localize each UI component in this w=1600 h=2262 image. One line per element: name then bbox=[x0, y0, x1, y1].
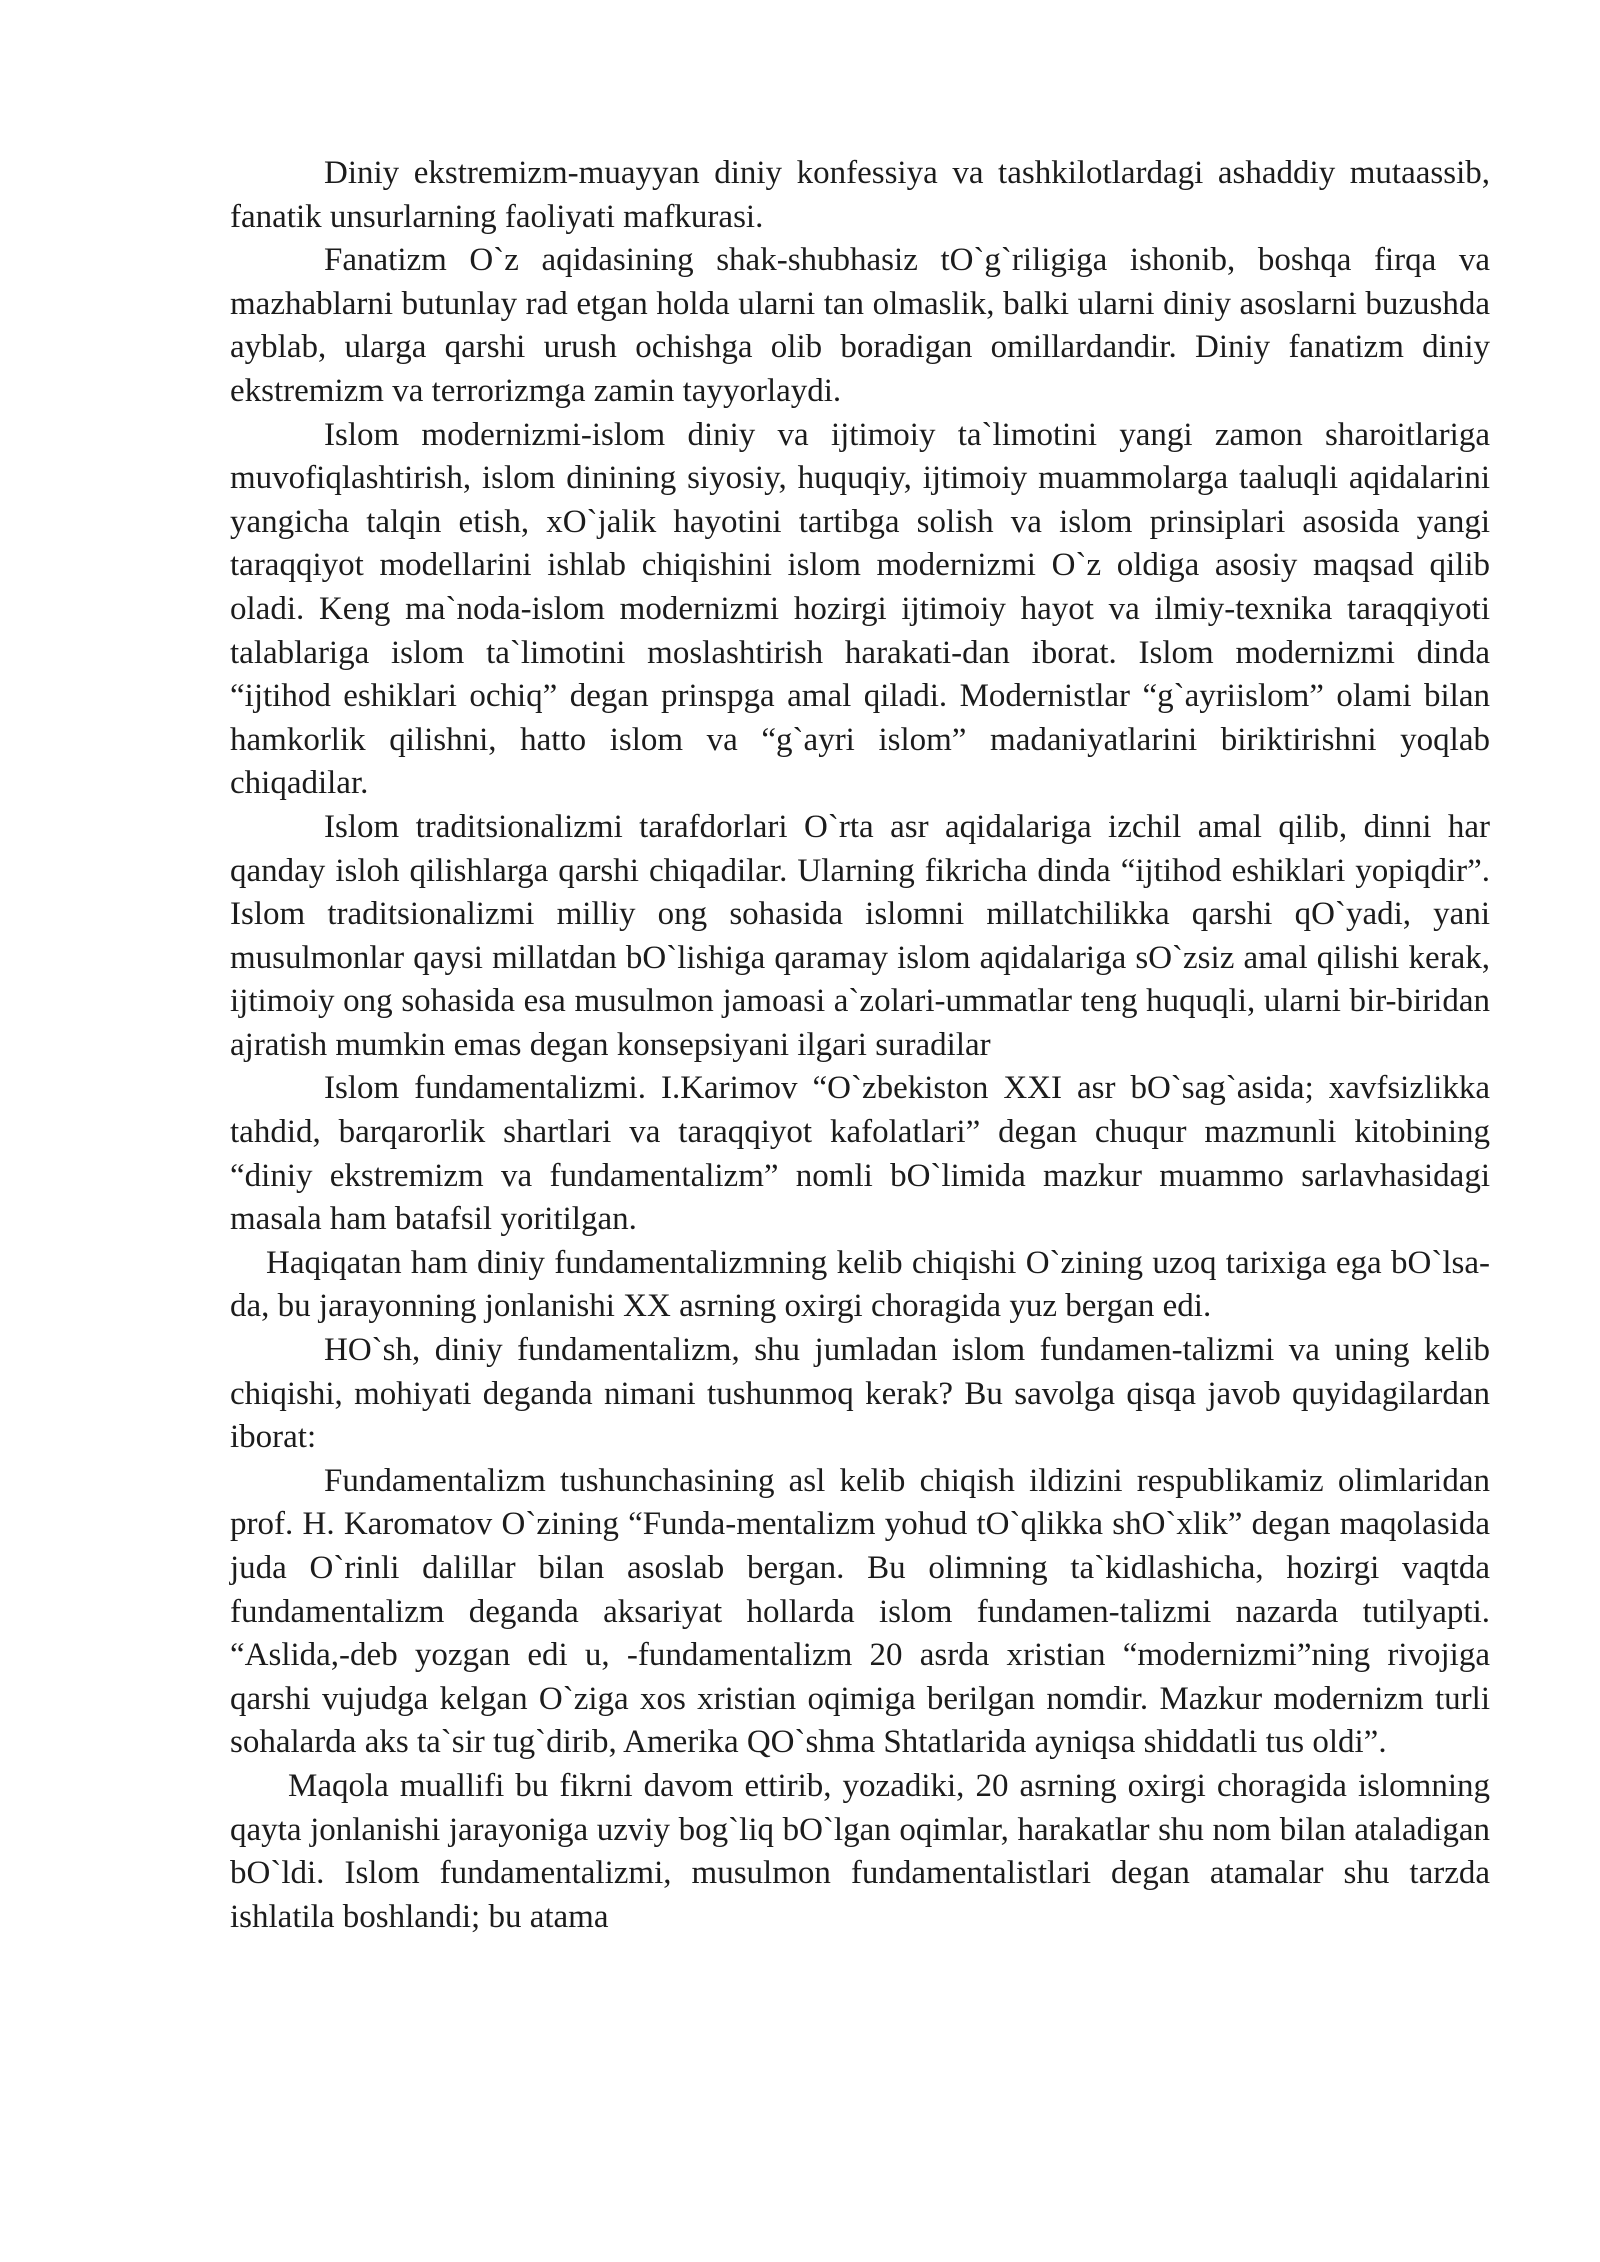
paragraph-hosh: HO`sh, diniy fundamentalizm, shu jumladan islom fundamen-talizmi va uning kelib chiqishi, mohiyati deganda nimani tushunmoq kerak? Bu savolga qisqa javob quyidagilardan iborat: bbox=[230, 1332, 1490, 1456]
paragraph-diniy-ekstremizm: Diniy ekstremizm-muayyan diniy konfessiya va tashkilotlardagi ashaddiy mutaassib, fanatik unsurlarning faoliyati mafkurasi. bbox=[230, 155, 1490, 235]
paragraph-islom-traditsionalizmi: Islom traditsionalizmi tarafdorlari O`rta asr aqidalariga izchil amal qilib, dinni har qanday isloh qilishlarga qarshi chiqadilar. Ularning fikricha dinda “ijtihod eshiklari yopiqdir”. Islom traditsionalizmi milliy ong sohasida islomni millatchilikka qarshi qO`yadi, yani musulmonlar qaysi millatdan bO`lishiga qaramay islom aqidalariga sO`zsiz amal qilishi kerak, ijtimoiy ong sohasida esa musulmon jamoasi a`zolari-ummatlar teng huquqli, ularni bir-biridan ajratish mumkin emas degan konsepsiyani ilgari suradilar bbox=[230, 808, 1490, 1063]
paragraph-islom-fundamentalizmi: Islom fundamentalizmi. I.Karimov “O`zbekiston XXI asr bO`sag`asida; xavfsizlikka tahdid, barqarorlik shartlari va taraqqiyot kafolatlari” degan chuqur mazmunli kitobining “diniy ekstremizm va fundamentalizm” nomli bO`limida mazkur muammo sarlavhasidagi masala ham batafsil yoritilgan. bbox=[230, 1070, 1490, 1238]
paragraph-fanatizm: Fanatizm O`z aqidasining shak-shubhasiz tO`g`riligiga ishonib, boshqa firqa va mazhablarni butunlay rad etgan holda ularni tan olmaslik, balki ularni diniy asoslarni buzushda ayblab, ularga qarshi urush ochishga olib boradigan omillardandir. Diniy fanatizm diniy ekstremizm va terrorizmga zamin tayyorlaydi. bbox=[230, 242, 1490, 409]
paragraph-haqiqatan: Haqiqatan ham diniy fundamentalizmning kelib chiqishi O`zining uzoq tarixiga ega bO`lsa-da, bu jarayonning jonlanishi XX asrning oxirgi choragida yuz bergan edi. bbox=[230, 1244, 1490, 1325]
document-page bbox=[230, 152, 1490, 1939]
paragraph-fundamentalizm-tushunchasi: Fundamentalizm tushunchasining asl kelib chiqish ildizini respublikamiz olimlaridan prof. H. Karomatov O`zining “Funda-mentalizm yohud tO`qlikka shO`xlik” degan maqolasida juda O`rinli dalillar bilan asoslab bergan. Bu olimning ta`kidlashicha, hozirgi vaqtda fundamentalizm deganda aksariyat hollarda islom fundamen-talizmi nazarda tutilyapti. “Aslida,-deb yozgan edi u, -fundamentalizm 20 asrda xristian “modernizmi”ning rivojiga qarshi vujudga kelgan O`ziga xos xristian oqimiga berilgan nomdir. Mazkur modernizm turli sohalarda aks ta`sir tug`dirib, Amerika QO`shma Shtatlarida ayniqsa shiddatli tus oldi”. bbox=[230, 1462, 1490, 1761]
paragraph-maqola-muallifi: Maqola muallifi bu fikrni davom ettirib, yozadiki, 20 asrning oxirgi choragida islomning qayta jonlanishi jarayoniga uzviy bog`liq bO`lgan oqimlar, harakatlar shu nom bilan ataladigan bO`ldi. Islom fundamentalizmi, musulmon fundamentalistlari degan atamalar shu tarzda ishlatila boshlandi; bu atama bbox=[230, 1767, 1490, 1935]
paragraph-islom-modernizmi: Islom modernizmi-islom diniy va ijtimoiy ta`limotini yangi zamon sharoitlariga muvofiqlashtirish, islom dinining siyosiy, huquqiy, ijtimoiy muammolarga taaluqli aqidalarini yangicha talqin etish, xO`jalik hayotini tartibga solish va islom prinsiplari asosida yangi taraqqiyot modellarini ishlab chiqishini islom modernizmi O`z oldiga asosiy maqsad qilib oladi. Keng ma`noda-islom modernizmi hozirgi ijtimoiy hayot va ilmiy-texnika taraqqiyoti talablariga islom ta`limotini moslashtirish harakati-dan iborat. Islom modernizmi dinda “ijtihod eshiklari ochiq” degan prinspga amal qiladi. Modernistlar “g`ayriislom” olami bilan hamkorlik qilishni, hatto islom va “g`ayri islom” madaniyatlarini biriktirishni yoqlab chiqadilar. bbox=[230, 416, 1490, 802]
